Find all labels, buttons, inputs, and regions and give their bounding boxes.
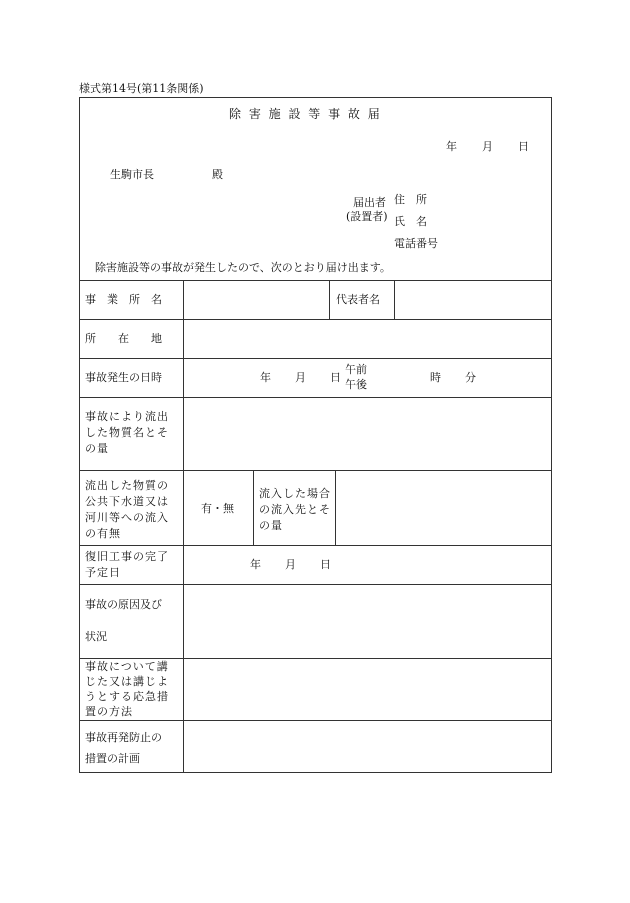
column-divider [253, 470, 254, 545]
row-divider [79, 358, 552, 359]
column-divider [329, 280, 330, 319]
form-title: 除 害 施 設 等 事 故 届 [229, 107, 382, 121]
accident-day: 日 [330, 371, 341, 384]
pm-option: 午後 [345, 378, 367, 391]
accident-minute: 分 [465, 371, 476, 384]
label-column-divider [183, 280, 184, 773]
address-label: 住 所 [394, 193, 427, 206]
date-day: 日 [518, 140, 529, 153]
form-number-label: 様式第14号(第11条関係) [79, 82, 204, 95]
column-divider [335, 470, 336, 545]
notifier-sublabel: (設置者) [346, 210, 388, 223]
completion-year: 年 [250, 558, 261, 571]
outflow-choice: 有・無 [201, 502, 234, 515]
prevention-label-line2: 措置の計画 [85, 752, 140, 765]
prevention-label-line1: 事故再発防止の [85, 731, 162, 744]
accident-year: 年 [260, 371, 271, 384]
completion-date-label: 復旧工事の完了予定日 [85, 550, 169, 579]
emergency-measures-label: 事故について講じた又は講じようとする応急措置の方法 [85, 660, 169, 718]
cause-label-line1: 事故の原因及び [85, 598, 162, 611]
completion-month: 月 [285, 558, 296, 571]
cause-label-line2: 状況 [85, 630, 107, 643]
name-label: 氏 名 [394, 215, 427, 228]
accident-hour: 時 [430, 371, 441, 384]
row-divider [79, 319, 552, 320]
inflow-destination-label: 流入した場合の流入先とその量 [259, 487, 331, 532]
row-divider [79, 470, 552, 471]
row-divider [79, 397, 552, 398]
am-option: 午前 [345, 363, 367, 376]
honorific: 殿 [212, 168, 223, 181]
date-month: 月 [482, 140, 493, 153]
row-divider [79, 280, 552, 281]
row-divider [79, 720, 552, 721]
notifier-label: 届出者 [353, 196, 386, 209]
declaration-statement: 除害施設等の事故が発生したので、次のとおり届け出ます。 [95, 261, 391, 274]
location-label: 所 在 地 [85, 332, 162, 345]
completion-day: 日 [320, 558, 331, 571]
accident-month: 月 [295, 371, 306, 384]
row-divider [79, 584, 552, 585]
phone-label: 電話番号 [394, 237, 438, 250]
date-year: 年 [446, 140, 457, 153]
business-name-label: 事 業 所 名 [85, 293, 162, 306]
addressee: 生駒市長 [110, 168, 154, 181]
representative-label: 代表者名 [336, 293, 380, 306]
accident-datetime-label: 事故発生の日時 [85, 371, 162, 384]
column-divider [394, 280, 395, 319]
substance-label: 事故により流出した物質名とその量 [85, 410, 169, 455]
outflow-label: 流出した物質の公共下水道又は河川等への流入の有無 [85, 479, 169, 540]
row-divider [79, 545, 552, 546]
